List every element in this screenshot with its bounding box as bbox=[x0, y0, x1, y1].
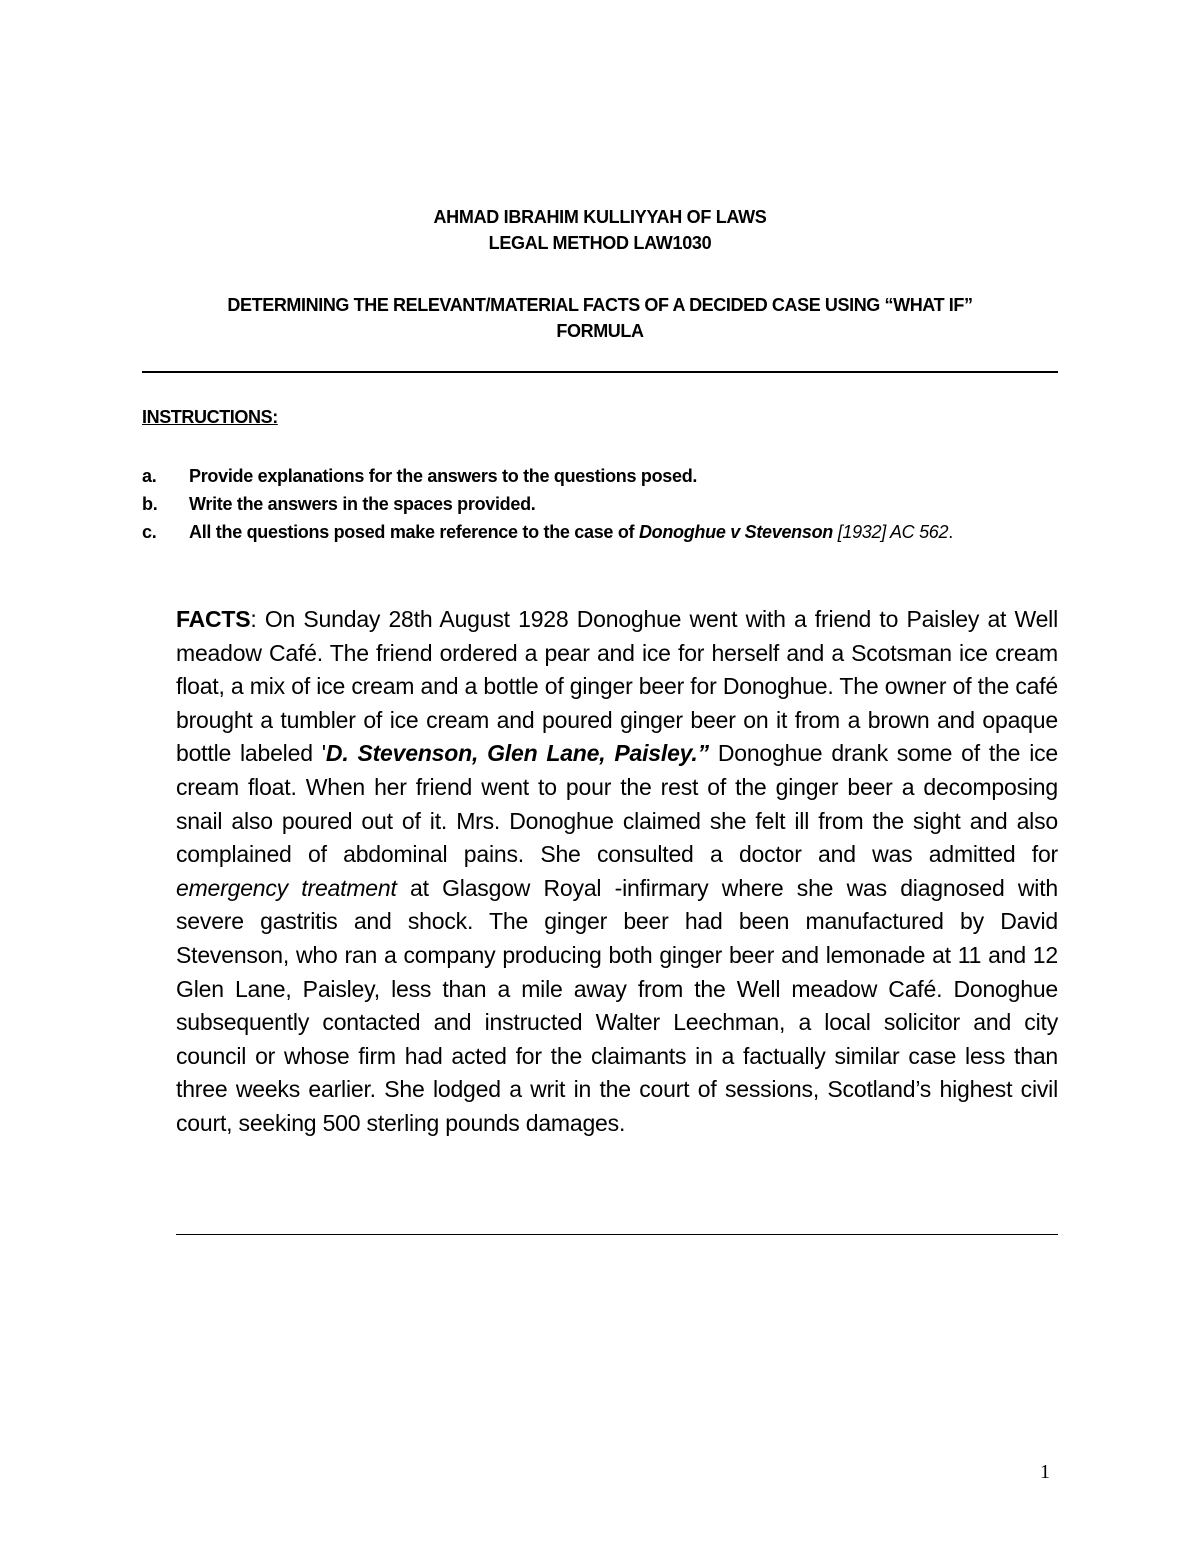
facts-colon: : bbox=[250, 606, 257, 632]
facts-label: FACTS bbox=[176, 606, 251, 632]
institution-name: AHMAD IBRAHIM KULLIYYAH OF LAWS bbox=[433, 207, 767, 227]
title-divider bbox=[142, 371, 1058, 373]
case-name: Donoghue v Stevenson bbox=[638, 522, 833, 542]
page-number: 1 bbox=[1040, 1461, 1050, 1483]
facts-paragraph bbox=[176, 603, 1058, 1141]
bottle-label: D. Stevenson, Glen Lane, Paisley.” bbox=[325, 740, 709, 767]
instruction-text: Provide explanations for the answers to the questions posed. bbox=[189, 466, 698, 486]
instruction-marker: c. bbox=[142, 522, 157, 542]
case-citation: [1932] AC 562 bbox=[837, 522, 949, 542]
instruction-end: . bbox=[948, 522, 953, 542]
facts-divider bbox=[176, 1234, 1058, 1235]
document-title bbox=[142, 292, 1058, 344]
course-name: LEGAL METHOD LAW1030 bbox=[488, 233, 712, 253]
emergency-treatment: emergency treatment bbox=[176, 874, 397, 901]
instruction-item bbox=[142, 518, 1058, 546]
instruction-item bbox=[142, 490, 1058, 518]
document-header bbox=[142, 204, 1058, 256]
facts-text-1: On Sunday 28th August 1928 Donoghue went with a friend to Paisley at Well meadow Café. The friend ordered a pear and ice for herself and a Scotsman ice cream float, a mix of ice cream and a bottle of ginger beer for Donoghue. The owner of the café brought a tumbler of ice cream and poured ginger beer on it from a brown and opaque bottle labeled ' bbox=[176, 606, 1058, 767]
instructions-list bbox=[142, 462, 1058, 546]
instruction-marker: b. bbox=[142, 494, 158, 514]
instruction-item bbox=[142, 462, 1058, 490]
instruction-text: Write the answers in the spaces provided. bbox=[189, 494, 536, 514]
title-line-2: FORMULA bbox=[556, 321, 644, 341]
facts-text-3: at Glasgow Royal -infirmary where she was diagnosed with severe gastritis and shock. The ginger beer had been manufactured by David Stevenson, who ran a company producing both ginger beer and lemonade at 11 and 12 Glen Lane, Paisley, less than a mile away from the Well meadow Café. Donoghue subsequently contacted and instructed Walter Leechman, a local solicitor and city council or whose firm had acted for the claimants in a factually similar case less than three weeks earlier. She lodged a writ in the court of sessions, Scotland’s highest civil court, seeking 500 sterling pounds damages. bbox=[176, 874, 1058, 1136]
facts-text-2: Donoghue drank some of the ice cream float. When her friend went to pour the rest of the ginger beer a decomposing snail also poured out of it. Mrs. Donoghue claimed she felt ill from the sight and also complained of abdominal pains. She consulted a doctor and was admitted for bbox=[176, 740, 1059, 868]
instruction-text: All the questions posed make reference to the case of bbox=[189, 522, 635, 542]
title-line-1: DETERMINING THE RELEVANT/MATERIAL FACTS OF A DECIDED CASE USING “WHAT IF” bbox=[227, 295, 973, 315]
instruction-marker: a. bbox=[142, 466, 157, 486]
instructions-heading: INSTRUCTIONS: bbox=[142, 407, 278, 427]
